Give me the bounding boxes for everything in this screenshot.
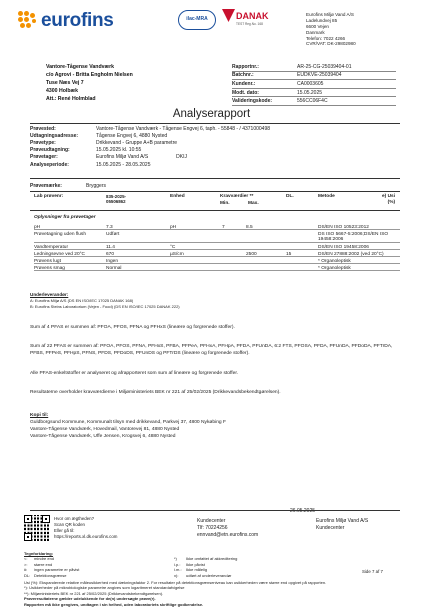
meta-row: Rapportnr.: AR-25-CG-25039404-01	[232, 63, 396, 72]
results-table	[34, 223, 400, 271]
section-heading: Oplysninger fra prøvetager	[34, 215, 96, 220]
report-meta	[232, 63, 396, 106]
page-number: Side 7 af 7	[362, 569, 383, 574]
table-cell-name: Prøvens lugt	[34, 258, 61, 264]
table-cell-unit: µS/cm	[170, 251, 184, 257]
table-row	[34, 264, 400, 271]
divider	[30, 510, 400, 511]
table-cell-min: 7	[222, 224, 225, 230]
eurofins-logo-icon	[18, 11, 38, 31]
table-cell-max: 8.5	[246, 224, 253, 230]
email-link[interactable]: ennvand@etn.eurofins.com	[197, 532, 259, 538]
table-cell-method: DS/EN ISO 19458:2006	[318, 244, 369, 250]
sample-mark-row: Prøvemærke: Bryggers	[30, 183, 107, 189]
danak-logo	[222, 9, 272, 31]
table-cell-method: * Organoleptisk	[318, 258, 351, 264]
table-cell-method: * Organoleptisk	[318, 265, 351, 271]
table-row	[34, 223, 400, 230]
company-signature: Eurofins Miljø Vand A/S Kundecenter	[316, 518, 369, 531]
table-cell-method: DS/EN ISO 10523:2012	[318, 224, 369, 230]
logo-text: eurofins	[41, 10, 114, 31]
paragraph: Sum af 22 PFAS er summen af: PFOA, PFOS, PFNA, PFHxS, PFBA, PFPeA, PFHxA, PFHpA, PFDA, PFUnDA, 6:2 FTS, PFOSA, PFDA, PFUnDA, PFDoDA, PFTrDA, PFBS, PFPeS, PFHpS, PFNS, PFDS, PFDoDS, PFUnDS og PFTrDS (lineære og forgrenede stoffer).	[30, 344, 393, 357]
table-row	[34, 243, 400, 250]
table-cell-name: Prøvetagning uden flush	[34, 231, 86, 237]
legend: Tegnforklaring: <: mindre end >: større end #: ingen parametre er påvist DL: Detektionsgrænse *) Ikke omfattet af akkreditering i.p.: Ikke påvist i.m.: Ikke målelig x): udført af underleverandør	[24, 551, 238, 578]
ilac-mra-icon: ilac-MRA	[178, 10, 216, 30]
meta-row: Kundenr.: CA0003605	[232, 80, 396, 89]
table-cell-unit: °C	[170, 244, 176, 250]
subcontractor-notes: Underleverandør: A: Eurofins Miljø A/S (DS EN ISO/IEC 17025 DANAK 168) B: Eurofins Steins Laboratorium (Vejen - Food) (DS EN ISO/IEC 17025 DANAK 222)	[30, 292, 180, 310]
table-cell-value: 7.3	[106, 224, 113, 230]
copies-section: Kopi til: Guldborgsund Kommune, Kommunalt tilsyn med drikkevand, Parkvej 37, 4800 Nykøbing F Vantore-Tågense Vandværk, Hovedmail, Vantorevej 81, 4880 Nysted Vantore-Tågense Vandværk, Uffe Jensen, Krogsvej 6, 4880 Nysted	[30, 413, 226, 440]
table-cell-name: pH	[34, 224, 41, 230]
divider	[30, 191, 400, 192]
table-cell-unit: pH	[170, 224, 177, 230]
danak-mark-icon	[222, 9, 235, 22]
meta-row: Modt. dato: 15.05.2025	[232, 89, 396, 98]
table-cell-name: Prøvens smag	[34, 265, 65, 271]
company-address: Eurofins Miljø Vand A/S Ladelundvej 85 6600 Vejen Danmark Telefon: 7022 4266 CVR/VAT: DK-29802980	[306, 12, 356, 47]
qr-instructions: Hvor om ægtheden? Scan QR koden Eller gå til: https://reports.xl.dk.eurofins.com	[54, 516, 118, 539]
table-cell-value: 11.4	[106, 244, 115, 250]
table-cell-value: Ingen	[106, 258, 119, 264]
table-cell-name: Ledningsevne ved 20°C	[34, 251, 85, 257]
danak-sub: TEST Reg.No. 168	[236, 22, 263, 26]
qr-code-icon[interactable]	[24, 515, 50, 541]
divider	[30, 123, 400, 124]
paragraph: Sum af 4 PFAS er summen af: PFOA, PFOS, PFNA og PFHxS (lineære og forgrenede stoffer).	[30, 325, 235, 330]
table-row	[34, 250, 400, 257]
table-cell-name: Vandtemperatur	[34, 244, 69, 250]
divider	[30, 178, 400, 179]
meta-row: Valideringskode: 556CC06F4C	[232, 97, 396, 106]
table-cell-max: 2500	[246, 251, 257, 257]
meta-row: Batchnr.: EUDKVE-25039404	[232, 72, 396, 81]
table-row	[34, 230, 400, 243]
table-header: Lab prøvenr: 835-2025- 05506862 Enhed Kravværdier ** Min. Max. DL. Metode e) Usi (%)	[34, 194, 396, 206]
paragraph: Resultaterne overholder kravværdierne i Miljøministeriets BEK nr 221 af 25/02/2025 (Drikkevandsbekendtgørelsen).	[30, 390, 281, 395]
table-cell-dl: 15	[286, 251, 292, 257]
paragraph: Alle PFAS-enkeltstoffer er analyseret og afrapporteret som sum af lineære og forgrenede stoffer.	[30, 371, 239, 376]
table-cell-method: DS/EN 27888:2002 (ved 20°C)	[318, 251, 384, 257]
table-cell-value: Normal	[106, 265, 122, 271]
sample-info: Prøvested: Vantore-Tågense Vandværk - Tågense Engvej 6, taph. - 55848 - / 4371000498 Udtagningsadresse: Tågense Engvej 6, 4880 Nysted Prøvetype: Drikkevand - Gruppe A+B parametre Prøveudtagning: 15.05.2025 kl. 10:55 Prøvetager: Eurofins Miljø Vand A/S DKIJ Analyseperiode: 15.05.2025 - 28.05.2025	[30, 125, 271, 168]
table-cell-value: 670	[106, 251, 115, 257]
danak-text: DANAK	[236, 11, 269, 21]
eurofins-logo	[18, 10, 114, 33]
table-cell-value: Udført	[106, 231, 120, 237]
table-cell-method: DS ISO 5667-5:2006;DS/EN ISO 19458:2006	[318, 231, 389, 243]
page-title: Analyserapport	[172, 108, 251, 120]
divider	[30, 210, 400, 211]
verify-link[interactable]: https://reports.xl.dk.eurofins.com	[54, 533, 118, 539]
signature-date: 26.05.2025	[290, 508, 316, 514]
customer-address: Vantore-Tågense Vandværk c/o Agrovi - Britta Engholm Nielsen Tuse Næs Vej 7 4300 Holbæk Att.: René Holmblad	[46, 64, 133, 103]
table-row	[34, 257, 400, 264]
footer-notes: Usi (%): Ekspanderede relative måleusikkerhed med dækningsfaktor 2. For resultater på detektionsgrænseniveau kan usikkerheden være større end opgivet på rapporten. *): Usikkerheder på mikrobiologiske parametre angives som logaritmeret standardafvigelse **): Miljøministeriets BEK nr 221 af 25/02/2025 (Drikkevandsbekendtgørelsen). Prøveresultaterne gælder udelukkende for de(n) undersøgte prøve(r). Rapporten må ikke gengives, undtagen i sin helhed, uden laboratoriets skriftlige godkendelse.	[24, 580, 327, 607]
customer-service: Kundecenter Tlf: 70224256 ennvand@etn.eurofins.com	[197, 518, 259, 538]
